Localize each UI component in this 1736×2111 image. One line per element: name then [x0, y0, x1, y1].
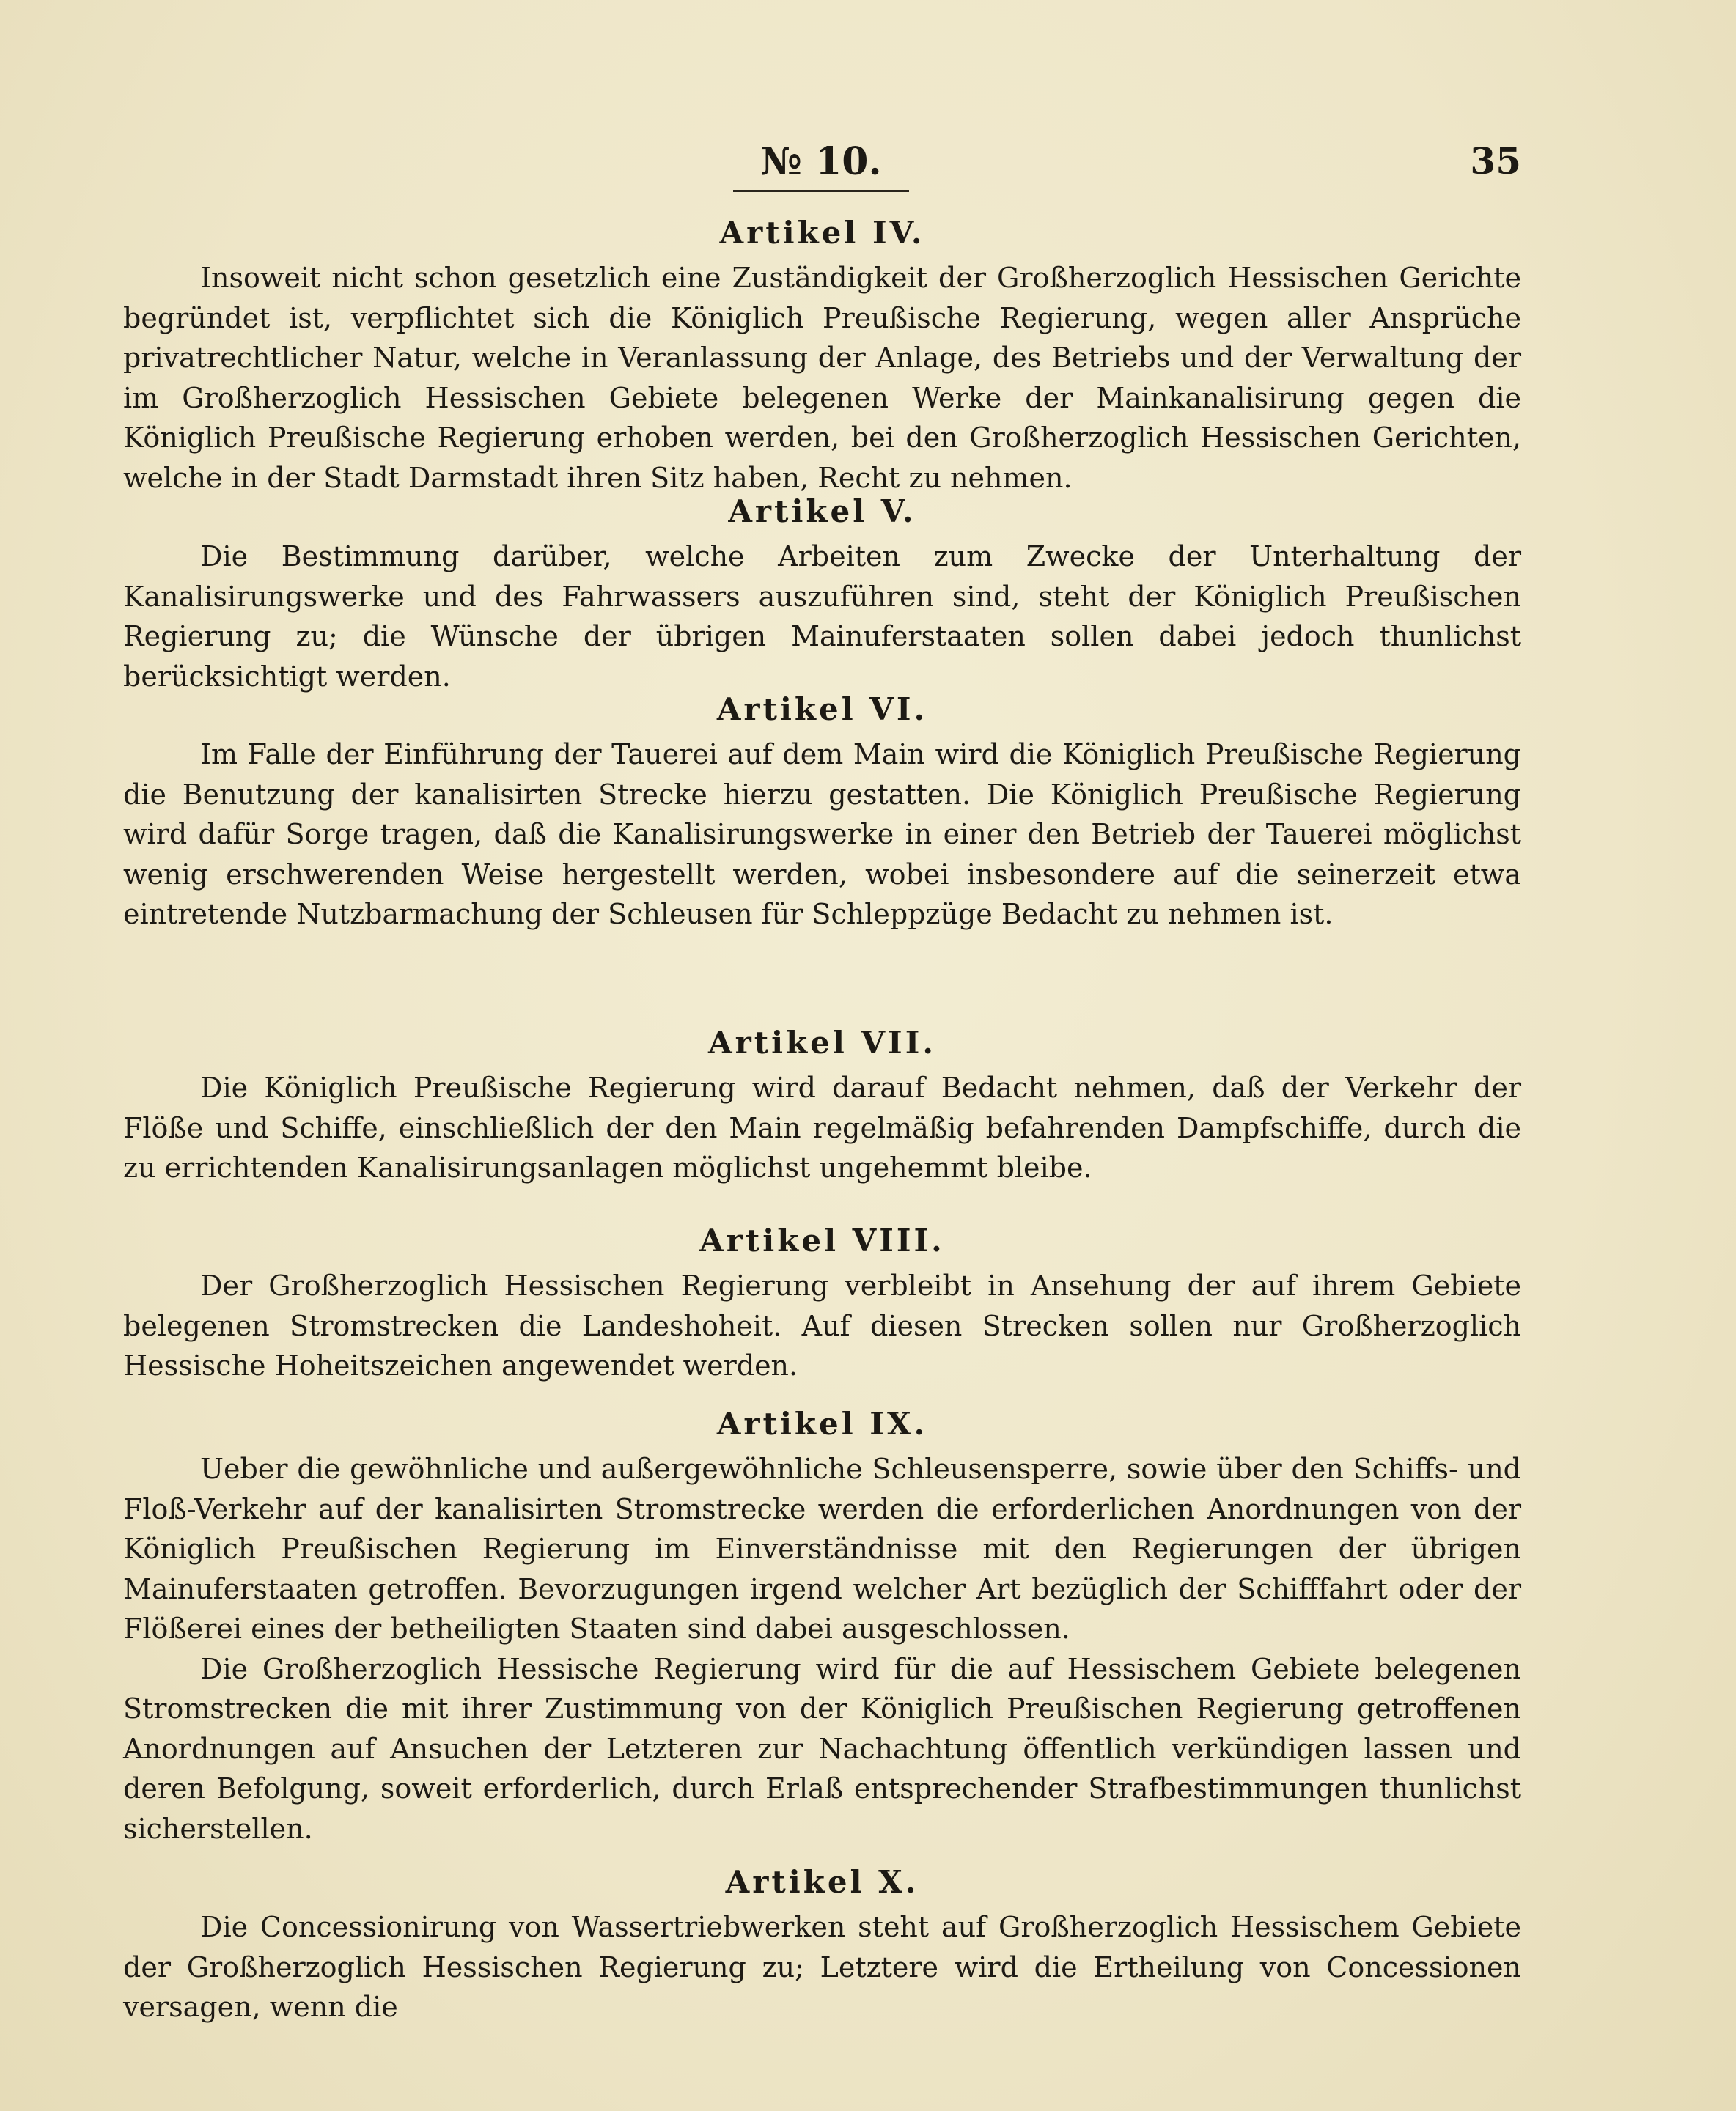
article-paragraph: Die Concessionirung von Wassertriebwerken steht auf Großherzoglich Hessischem Gebiete der Großherzoglich Hessischen Regierung zu; Letztere wird die Ertheilung von Concessionen versagen, wenn die	[123, 1911, 1521, 2023]
article-iv	[123, 213, 1521, 494]
article-heading: Artikel VI.	[716, 691, 928, 727]
article-ix	[123, 1404, 1521, 1862]
issue-number: № 10.	[733, 139, 909, 192]
article-paragraph: Ueber die gewöhnliche und außergewöhnliche Schleusensperre, sowie über den Schiffs- und Floß-Verkehr auf der kanalisirten Stromstrecke werden die erforderlichen Anordnungen von der Königlich Preußischen Regierung im Einverständnisse mit den Regierungen der übrigen Mainuferstaaten getroffen. Bevorzugungen irgend welcher Art bezüglich der Schifffahrt oder der Flößerei eines der betheiligten Staaten sind dabei ausgeschlossen.	[123, 1453, 1521, 1645]
article-vii	[123, 1023, 1521, 1220]
article-heading: Artikel VIII.	[699, 1223, 945, 1259]
article-heading: Artikel V.	[728, 493, 916, 529]
article-vi	[123, 689, 1521, 1023]
article-heading: Artikel X.	[725, 1864, 919, 1900]
article-paragraph: Der Großherzoglich Hessischen Regierung verbleibt in Ansehung der auf ihrem Gebiete belegenen Stromstrecken die Landeshoheit. Auf diesen Strecken sollen nur Großherzoglich Hessische Hoheitszeichen angewendet werden.	[123, 1270, 1521, 1382]
article-paragraph: Die Königlich Preußische Regierung wird darauf Bedacht nehmen, daß der Verkehr der Flöße und Schiffe, einschließlich der den Main regelmäßig befahrenden Dampfschiffe, durch die zu errichtenden Kanalisirungsanlagen möglichst ungehemmt bleibe.	[123, 1072, 1521, 1184]
article-paragraph: Die Bestimmung darüber, welche Arbeiten zum Zwecke der Unterhaltung der Kanalisirungswerke und des Fahrwassers auszuführen sind, steht der Königlich Preußischen Regierung zu; die Wünsche der übrigen Mainuferstaaten sollen dabei jedoch thunlichst berücksichtigt werden.	[123, 540, 1521, 693]
article-heading: Artikel IV.	[719, 215, 925, 251]
article-v	[123, 491, 1521, 693]
document-body	[123, 213, 1521, 2038]
page-number: 35	[1470, 139, 1521, 183]
article-paragraph: Die Großherzoglich Hessische Regierung wird für die auf Hessischem Gebiete belegenen Stromstrecken die mit ihrer Zustimmung von der Königlich Preußischen Regierung getroffenen Anordnungen auf Ansuchen der Letzteren zur Nachachtung öffentlich verkündigen lassen und deren Befolgung, soweit erforderlich, durch Erlaß entsprechender Strafbestimmungen thunlichst sicherstellen.	[123, 1652, 1521, 1845]
page-header	[0, 139, 1736, 191]
article-paragraph: Im Falle der Einführung der Tauerei auf dem Main wird die Königlich Preußische Regierung die Benutzung der kanalisirten Strecke hierzu gestatten. Die Königlich Preußische Regierung wird dafür Sorge tragen, daß die Kanalisirungswerke in einer den Betrieb der Tauerei möglichst wenig erschwerenden Weise hergestellt werden, wobei insbesondere auf die seinerzeit etwa eintretende Nutzbarmachung der Schleusen für Schleppzüge Bedacht zu nehmen ist.	[123, 738, 1521, 930]
article-viii	[123, 1220, 1521, 1404]
article-heading: Artikel VII.	[708, 1025, 936, 1061]
article-x	[123, 1862, 1521, 2038]
article-heading: Artikel IX.	[716, 1406, 928, 1442]
article-paragraph: Insoweit nicht schon gesetzlich eine Zuständigkeit der Großherzoglich Hessischen Gerichte begründet ist, verpflichtet sich die Königlich Preußische Regierung, wegen aller Ansprüche privatrechtlicher Natur, welche in Veranlassung der Anlage, des Betriebs und der Verwaltung der im Großherzoglich Hessischen Gebiete belegenen Werke der Mainkanalisirung gegen die Königlich Preußische Regierung erhoben werden, bei den Großherzoglich Hessischen Gerichten, welche in der Stadt Darmstadt ihren Sitz haben, Recht zu nehmen.	[123, 262, 1521, 494]
